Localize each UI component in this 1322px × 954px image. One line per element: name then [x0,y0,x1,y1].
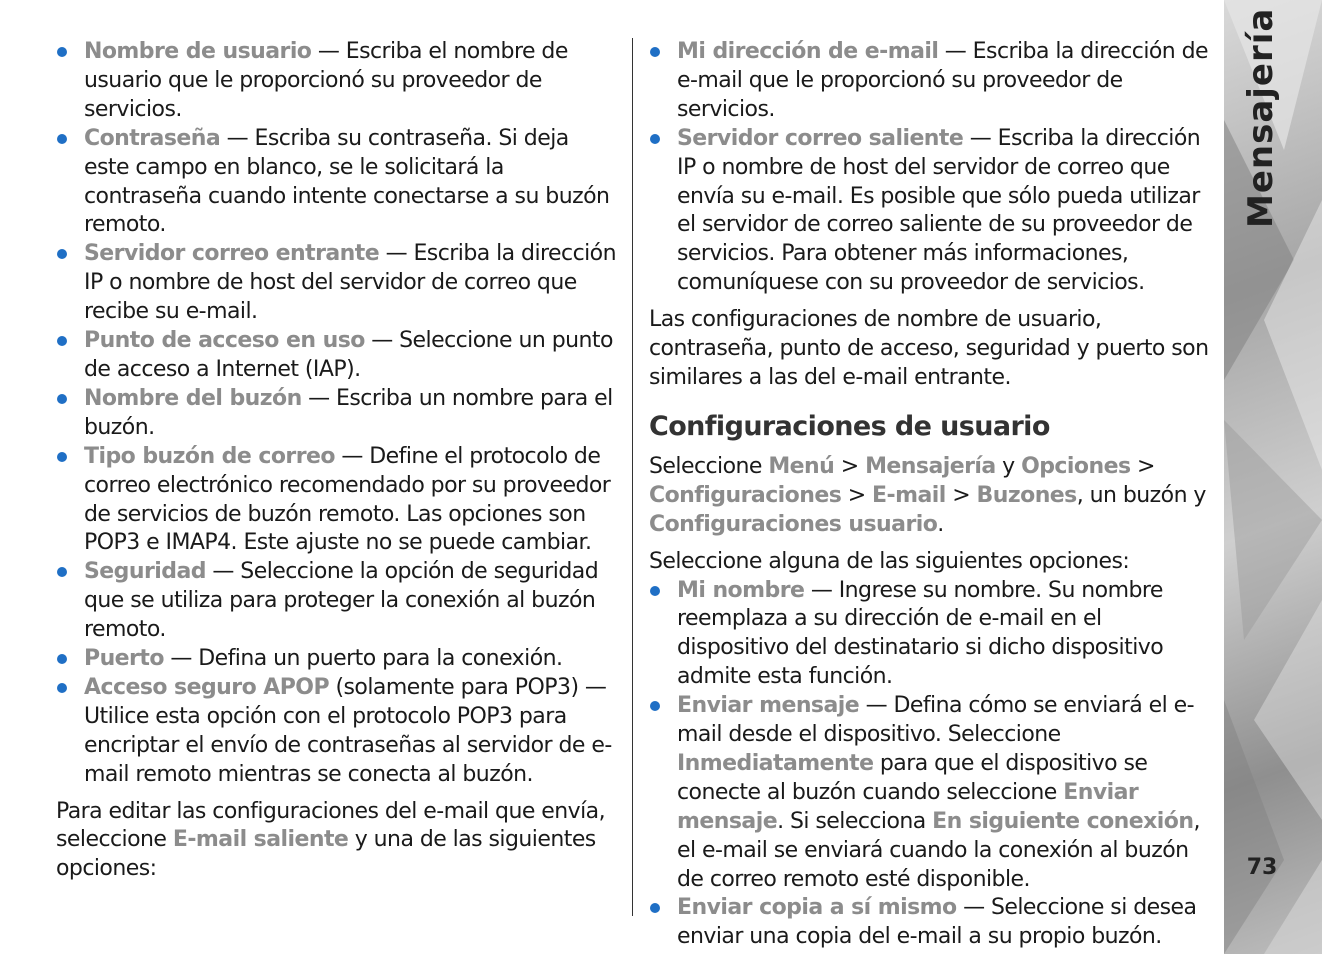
page-number: 73 [1246,855,1278,880]
setting-term: Tipo buzón de correo [84,443,335,469]
setting-description: — Seleccione la opción de seguridad que se utiliza para proteger la conexión al buzón remoto. [84,559,599,643]
list-item [649,692,1215,894]
setting-description: . Si selecciona [777,808,933,834]
path-config-usuario: Configuraciones usuario [649,511,938,537]
settings-list-outgoing [649,38,1215,298]
settings-list-incoming [56,38,618,790]
path-mensajeria: Mensajería [865,453,996,479]
list-item [56,385,618,443]
chapter-title: Mensajería [1241,7,1281,228]
setting-description: — Escriba la dirección IP o nombre de host del servidor de correo que envía su e-mail. Es posible que sólo pueda utilizar el servidor de correo saliente de su proveedor de servicios. Para obtener más informaciones, comuníquese con su proveedor de servicios. [677,125,1201,296]
list-item [56,327,618,385]
path-configuraciones: Configuraciones [649,482,842,508]
setting-term: Enviar copia a sí mismo [677,895,957,921]
setting-description: — Seleccione un punto de acceso a Internet (IAP). [84,328,613,382]
path-email: E-mail [872,482,946,508]
setting-description: — Defina un puerto para la conexión. [163,646,563,672]
setting-term: Nombre de usuario [84,39,312,64]
select-options-paragraph: Seleccione alguna de las siguientes opciones: [649,548,1130,574]
setting-description: — Seleccione si desea enviar una copia del e-mail a su propio buzón. [677,895,1197,950]
menu-path-paragraph [649,453,1215,540]
path-separator: > [1130,453,1155,479]
path-separator: > [834,453,866,479]
list-item [56,240,618,327]
list-item [56,674,618,790]
list-item [56,125,618,241]
option-inmediatamente: Inmediatamente [677,750,874,776]
paragraph-text: y [995,453,1022,479]
section-heading: Configuraciones de usuario [649,410,1050,442]
setting-description: — Escriba su contraseña. Si deja este campo en blanco, se le solicitará la contraseña cuando intente conectarse a su buzón remoto. [84,125,610,238]
setting-term: Enviar mensaje [677,693,860,719]
setting-term: Contraseña [84,125,221,151]
list-item [649,38,1215,125]
path-separator: > [841,482,873,508]
setting-description: — Escriba un nombre para el buzón. [84,385,613,440]
setting-description: — Escriba la dirección de e-mail que le proporcionó su proveedor de servicios. [677,39,1209,122]
list-item [649,577,1215,693]
setting-term: Acceso seguro APOP [84,674,330,700]
setting-term: Servidor correo saliente [677,125,964,151]
list-item [649,125,1215,298]
setting-term: Mi nombre [677,577,805,603]
path-separator: > [945,482,977,508]
list-item [56,645,618,674]
email-saliente-link: E-mail saliente [172,827,349,853]
left-column [56,38,618,884]
option-en-siguiente-conexion: En siguiente conexión [932,808,1194,834]
setting-description: para que el dispositivo se conecte al buzón cuando seleccione [677,750,1148,805]
setting-description: — Ingrese su nombre. Su nombre reemplaza a su dirección de e-mail en el dispositivo del destinatario si dicho dispositivo admite esta función. [677,577,1164,690]
setting-description: — Escriba el nombre de usuario que le proporcionó su proveedor de servicios. [84,39,568,122]
paragraph-text: , un buzón y [1076,482,1206,508]
setting-term: Nombre del buzón [84,385,302,411]
setting-term: Mi dirección de e-mail [677,39,939,64]
setting-description: — Define el protocolo de correo electrónico recomendado por su proveedor de servicios de buzón remoto. Las opciones son POP3 e IMAP4. Este ajuste no se puede cambiar. [84,443,611,556]
setting-term: Seguridad [84,559,206,585]
list-item [56,38,618,125]
setting-description: (solamente para POP3) — Utilice esta opción con el protocolo POP3 para encriptar el envío de contraseñas al servidor de e-mail remoto mientras se conecta al buzón. [84,674,612,787]
setting-description: , el e-mail se enviará cuando la conexión al buzón de correo remoto esté disponible. [677,808,1200,892]
setting-description: — Defina cómo se enviará el e-mail desde el dispositivo. Seleccione [677,693,1194,748]
option-enviar-mensaje: Enviar mensaje [677,779,1139,834]
paragraph-text: Para editar las configuraciones del e-mail que envía, seleccione [56,798,606,853]
setting-term: Punto de acceso en uso [84,328,365,354]
outgoing-paragraph [56,798,618,885]
list-item [56,558,618,645]
column-divider [632,38,633,916]
list-item [56,443,618,559]
path-opciones: Opciones [1021,453,1131,479]
paragraph-text: . [937,511,944,537]
paragraph-text: Seleccione [649,453,769,479]
list-item [649,894,1215,952]
paragraph-text: y una de las siguientes opciones: [56,827,596,882]
settings-list-user [649,577,1215,953]
path-menu: Menú [768,453,835,479]
right-column [649,38,1215,952]
path-buzones: Buzones [976,482,1077,508]
setting-description: — Escriba la dirección IP o nombre de host del servidor de correo que recibe su e-mail. [84,241,616,325]
setting-term: Servidor correo entrante [84,241,380,267]
similar-paragraph: Las configuraciones de nombre de usuario, contraseña, punto de acceso, seguridad y puerto son similares a las del e-mail entrante. [649,307,1209,390]
setting-term: Puerto [84,646,164,672]
